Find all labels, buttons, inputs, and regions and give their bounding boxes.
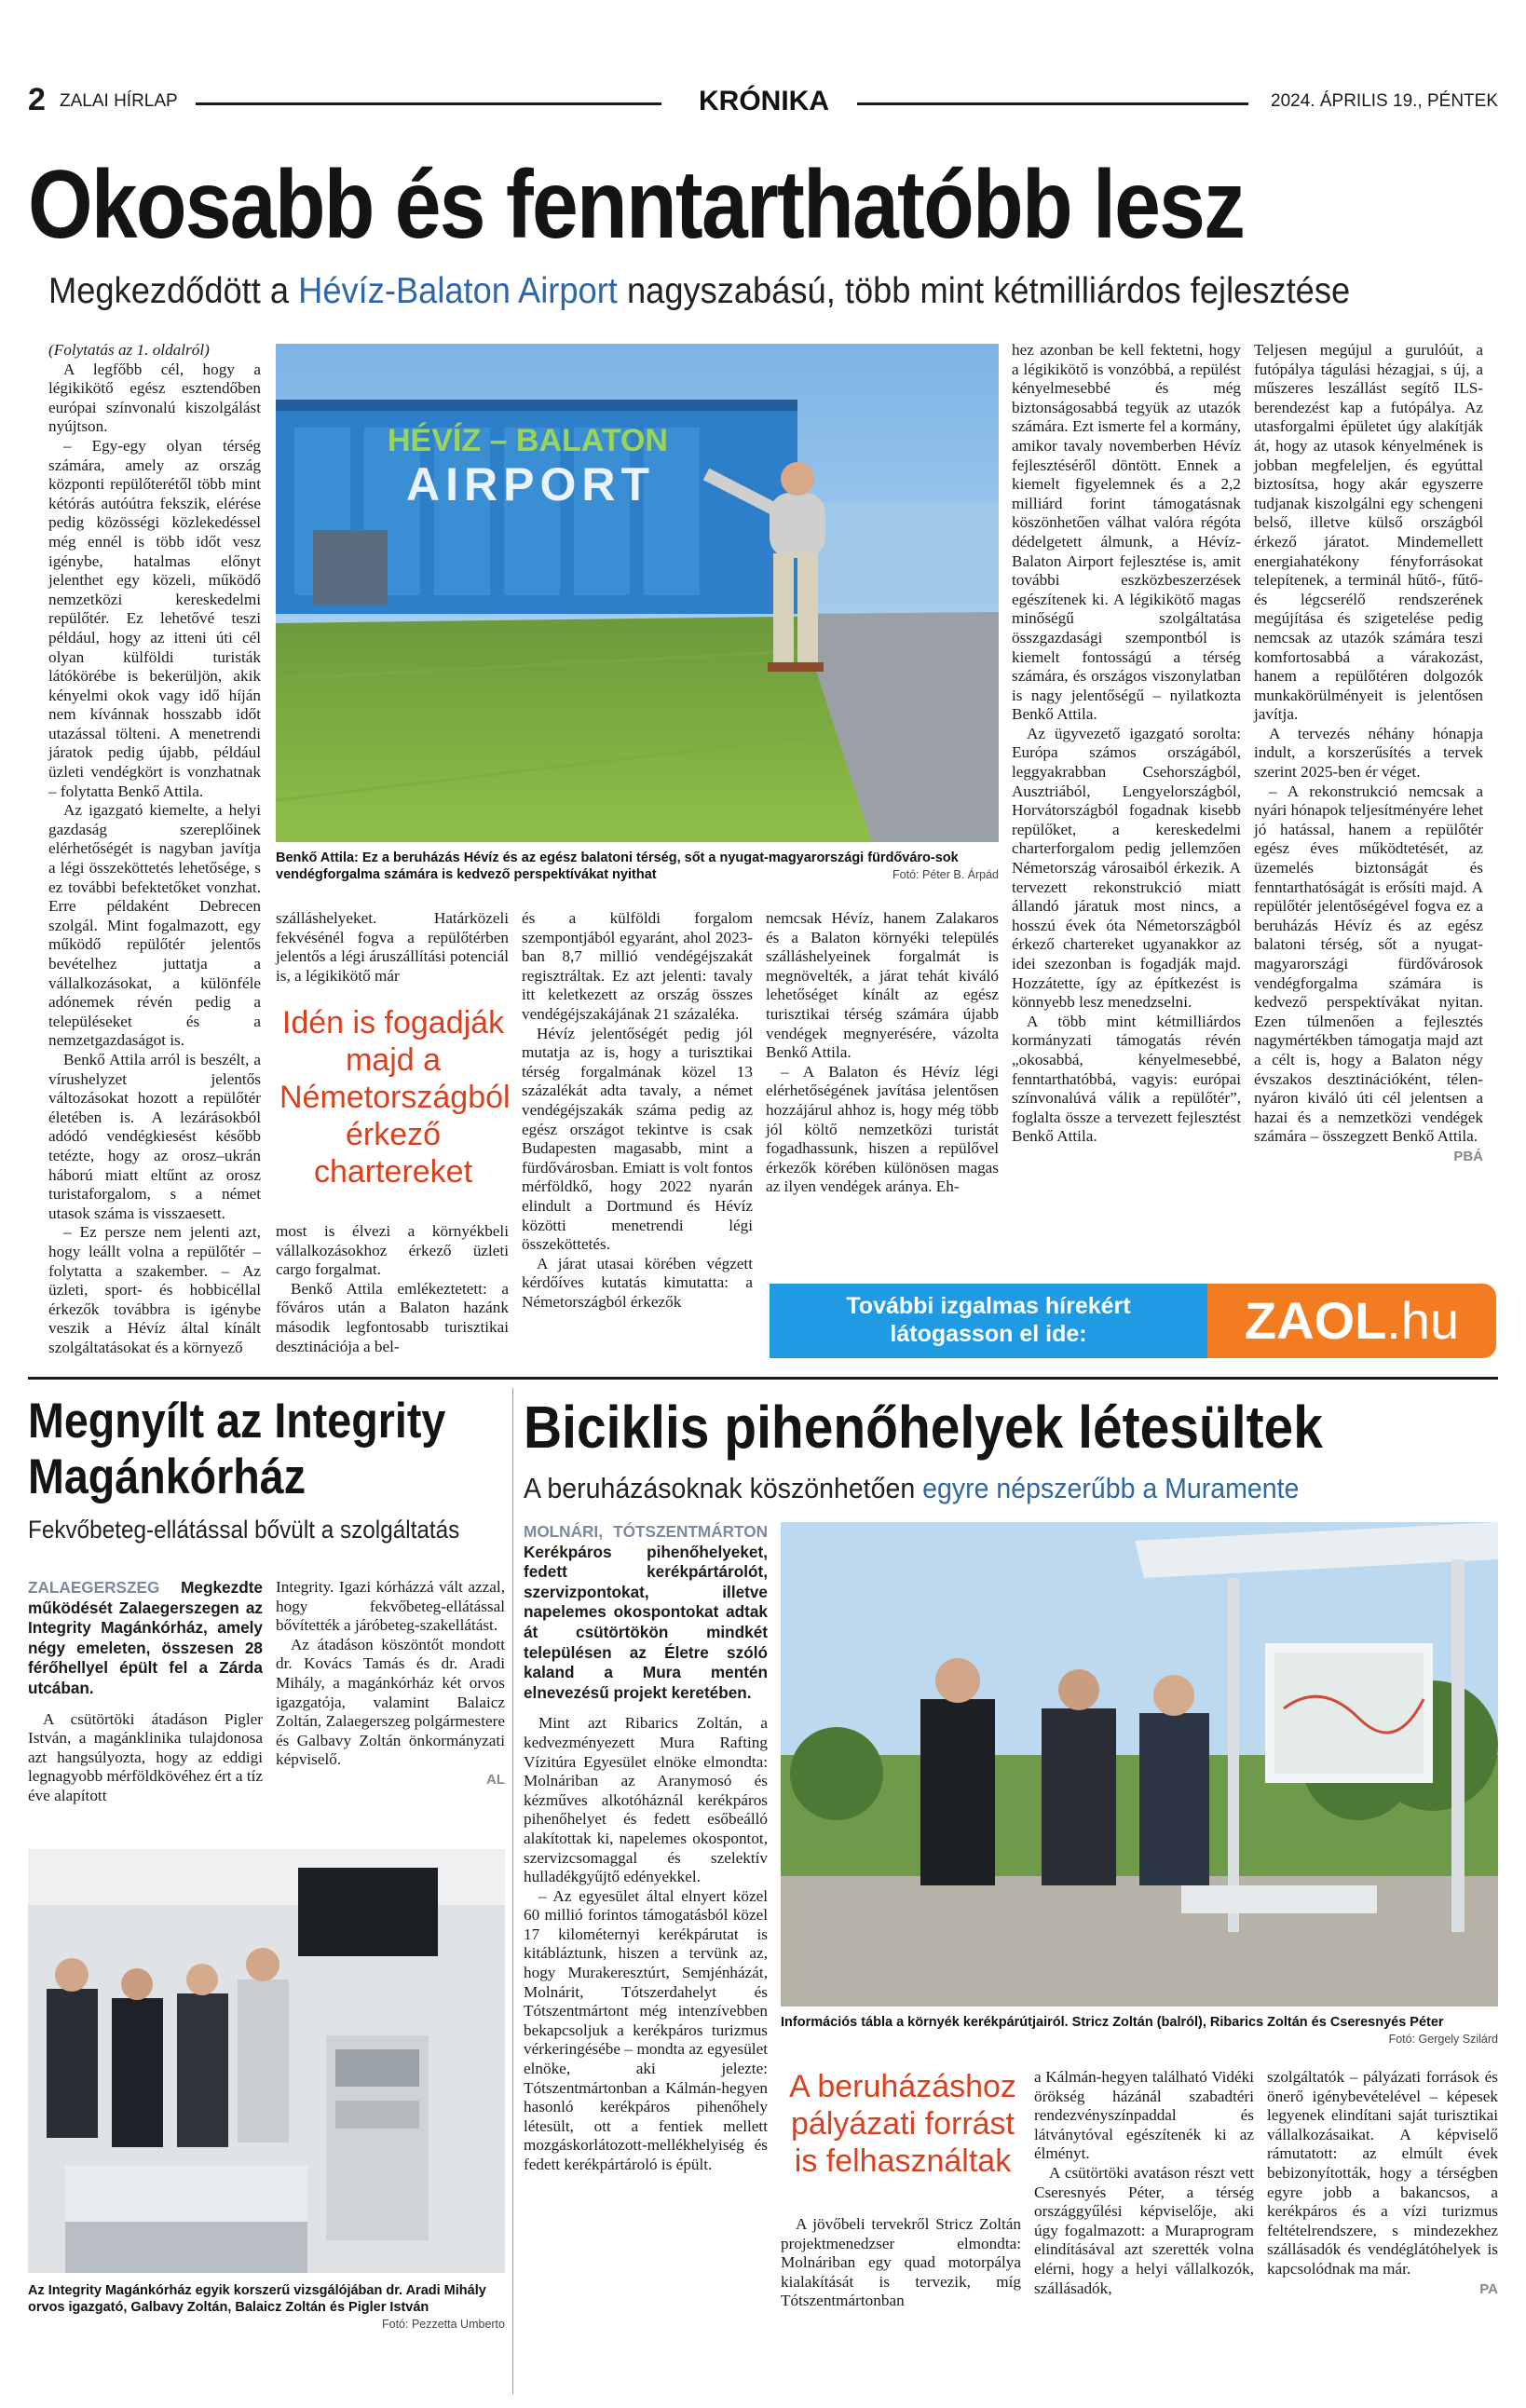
bicycle-col-1 [524, 1522, 768, 2175]
subhead-pre: A beruházásoknak köszönhetően [524, 1472, 923, 1504]
hospital-photo-illustration [28, 1849, 505, 2273]
paragraph: Benkő Attila emlékeztetett: a főváros után a Balaton hazánk második legfontosabb turisztikai desztinációja a bel- [276, 1279, 509, 1355]
bicycle-photo-illustration [781, 1522, 1498, 2007]
paragraph: – Az egyesület által elnyert közel 60 millió forintos támogatásból közel 17 kilométernyi kerékpárutat is kitábláztunk, hiszen a tervünk az, hogy Murakeresztúrt, Semjénházát, Molnárit, Tótszerdahelyt és Tótszentmártont még intenzívebben bekapcsoljuk a kerékpáros turizmus vérkeringésébe – mondta az egyesület elnöke, aki jelezte: Tótszentmártonban a Kálmán-hegyen hasonló kerékpáros pihenőhely létesült, ott a fentiek mellett mozgáskorlátozott-mellékhelyiség és fedett kerékpártároló is épült. [524, 1886, 768, 2173]
integrity-col-2 [276, 1578, 505, 1790]
brand-name: ZAOL [1244, 1291, 1387, 1350]
brand-suffix: .hu [1386, 1291, 1460, 1350]
paragraph: Teljesen megújul a gurulóút, a futópálya tágulási hézagjai, s új, a műszeres leszállást segítő ILS-berendezést kap a futópálya. Az utasforgalmi épületet úgy alakítják át, hogy az utasok kényelmének is jobban megfeleljen, és egyúttal biztosítsa, hogy akár egyszerre tudjanak kiszolgálni egy schengeni belső, illetve külső országból érkező járatot. Mindemellett energiahatékony fényforrásokat telepítenek, a terminál hűtő-, fűtő- és légcserélő rendszerének megújítása és szigetelése pedig nemcsak az utazók számára teszi komfortosabbá a várakozást, hanem a repülőtéren dolgozók munkakörülményeit is jelentősen javítja. [1254, 341, 1483, 724]
paragraph: szálláshelyeket. Határközeli fekvésénél fogva a repülőtérben jelentős a légi áruszállítási potenciál is, a légikikötő már [276, 909, 509, 985]
paragraph: A legfőbb cél, hogy a légikikötő egész esztendőben európai színvonalú kiszolgálást nyújtson. [48, 360, 261, 436]
paragraph: – Ez persze nem jelenti azt, hogy leállt volna a repülőtér – folytatta a szakember. – Az üzleti, sport- és hobbicéllal érkezők továbbra is igénybe veszik a Hévíz által kínált szolgáltatásokat és a környező [48, 1223, 261, 1356]
main-subhead [48, 270, 1350, 313]
paragraph: Integrity. Igazi kórházzá vált azzal, hogy fekvőbeteg-ellátással bővítették a járóbeteg-szakellátást. [276, 1578, 505, 1635]
header-rule-left [196, 102, 661, 105]
bicycle-subhead [524, 1472, 1299, 1505]
paragraph: A járat utasai körében végzett kérdőíves kutatás kimutatta: a Németországból érkezők [522, 1254, 753, 1311]
airport-photo-illustration [276, 344, 999, 842]
page-number: 2 [28, 82, 46, 117]
main-signature: PBÁ [1453, 1148, 1483, 1164]
page-header [28, 82, 1498, 119]
paragraph: nemcsak Hévíz, hanem Zalakaros és a Balaton környéki település szálláshelyeinek forgalmát is megnövelték, a járat tehát kiváló lehetőséget kínált az egész turisztikai térség számára újabb vendégek megnyerésére, vázolta Benkő Attila. [766, 909, 999, 1062]
sign-line-2: AIRPORT [406, 458, 655, 510]
paragraph: hez azonban be kell fektetni, hogy a légikikötő is vonzóbbá, a repülést kényelmesebbé és még biztonságosabbá tegyük az utazók számára. Ezt ismerte fel a kormány, amikor tavaly novemberben Hévíz fejlesztéséről döntött. Ennek a kiemelt figyelemnek és a 2,2 milliárd forint támogatásnak köszönhetően válhat valóra régóta dédelgetett álmunk, a Hévíz-Balaton Airport fejlesztése is, amit további eszközbeszerzések egészítenek ki. A légikikötő magas minőségű szolgáltatása összgazdasági szempontból is kiemelt fontosságú a térség számára, és országos viszonylatban is nagy jelentőségű – nyilatkozta Benkő Attila. [1012, 341, 1241, 724]
banner-line-2: látogasson el ide: [890, 1321, 1087, 1347]
main-col-1 [48, 341, 261, 1357]
caption-text: Az Integrity Magánkórház egyik korszerű vizsgálójában dr. Aradi Mihály orvos igazgató, Galbavy Zoltán, Balaicz Zoltán és Pigler István [28, 2283, 486, 2315]
main-photo-caption [276, 850, 999, 883]
photo-credit: Fotó: Gergely Szilárd [1388, 2033, 1498, 2046]
hospital-photo [28, 1849, 505, 2273]
main-col-2 [276, 909, 509, 986]
main-pull-quote: Idén is fogadják majd a Németországból érkező chartereket [279, 1005, 511, 1190]
paragraph: – Egy-egy olyan térség számára, amely az ország központi repülőterétől több mint kétórás autóútra fekszik, elérése pedig közösségi közlekedéssel még ennél is több időt vesz igénybe, hatalmas előnyt jelenthet egy közeli, működő nemzetközi kereskedelmi repülőtér. Ez lehetővé teszi például, hogy az itteni úti cél olyan külföldi turisták látókörébe is bekerüljön, akik kényelmi okok vagy idő híján nem kívánnak hosszabb időt utazással tölteni. A menetrendi járatok pedig újabb, például üzleti vendégkört is vonzhatnak – folytatta Benkő Attila. [48, 436, 261, 800]
hospital-photo-caption [28, 2282, 505, 2333]
header-rule-right [857, 102, 1248, 105]
integrity-lead: Megkezdte működését Zalaegerszegen az Integrity Magánkórház, amely négy emeleten, összesen 28 férőhellyel épült fel a Zárda utcában. [28, 1578, 263, 1697]
paragraph: A tervezés néhány hónapja indult, a korszerűsítés a tervek szerint 2025-ben ér véget. [1254, 724, 1483, 782]
subhead-pre: Megkezdődött a [48, 271, 299, 311]
zaol-banner[interactable] [770, 1284, 1496, 1358]
sign-line-1: HÉVÍZ – BALATON [388, 423, 668, 458]
paragraph: Mint azt Ribarics Zoltán, a kedvezményezett Mura Rafting Vízitúra Egyesület elnöke elmondta: Molnáriban az Aranymosó és kézműves alkotóháznál kerékpáros pihenőhelyet és fedett esőbeálló alakítottak ki, napelemes okospontot, szervizcsomaggal és szelektív hulladékgyűjtő edényekkel. [524, 1714, 768, 1886]
bicycle-signature: PA [1479, 2280, 1498, 2297]
caption-text: Benkő Attila: Ez a beruházás Hévíz és az egész balatoni térség, sőt a nyugat-magyarországi fürdőváro-sok vendégforgalma számára is kedvező perspektívákat nyithat [276, 850, 959, 882]
main-col-2b [276, 1222, 509, 1356]
main-col-6 [1254, 341, 1483, 1167]
integrity-subhead: Fekvőbeteg-ellátással bővült a szolgáltatás [28, 1516, 460, 1544]
subhead-post: nagyszabású, több mint kétmilliárdos fejlesztése [617, 271, 1351, 311]
paragraph: és a külföldi forgalom szempontjából egyaránt, ahol 2023-ban 8,7 millió vendégéjszakát regisztráltak. Ez azt jelenti: tavaly itt keletkezett az ország összes vendégéjszakájának 21 százaléka. [522, 909, 753, 1023]
paragraph: A csütörtöki avatáson részt vett Cseresnyés Péter, a térség országgyűlési képviselője, aki úgy fogalmazott: a Muraprogram elindításával azt szerették volna elérni, hogy a helyi vállalkozók, szállásadók, [1034, 2163, 1254, 2297]
bicycle-lead: Kerékpáros pihenőhelyeket, fedett kerékpártárolót, szervizpontokat, illetve napelemes okospontokat adtak át csütörtökön mindkét településen az Életre szóló kaland a Mura mentén elnevezésű projekt keretében. [524, 1542, 768, 1702]
paragraph: Az ügyvezető igazgató sorolta: Európa számos országából, leggyakrabban Csehországból, Ausztriából, Lengyelországból, Horvátországból fogadnak kisebb repülőket, a kereskedelmi charterforgalom pedig jellemzően Németország városaiból érkezik. A tervezett rekonstrukció miatt állandó járatuk most nincs, a hosszú évek óta Németországból érkező chartereket ugyanakkor az idei szezonban is fogadják majd. Hozzátette, így az építkezést is könnyebb lesz menedzselni. [1012, 724, 1241, 1012]
paragraph: most is élvezi a környékbeli vállalkozásokhoz érkező üzleti cargo forgalmat. [276, 1222, 509, 1279]
section-label: KRÓNIKA [699, 86, 829, 116]
bicycle-place: MOLNÁRI, TÓTSZENTMÁRTON [524, 1522, 768, 1541]
section-divider [28, 1377, 1498, 1380]
paragraph: Benkő Attila arról is beszélt, a vírushelyzet jelentős változásokat hozott a repülőtér életében is. A lezárásokból adódó vendégkiesést később tetézte, hogy az orosz–ukrán háború miatt eltűnt az orosz turistaforgalom, s a német utasok száma is visszaesett. [48, 1050, 261, 1222]
main-headline: Okosabb és fenntarthatóbb lesz [28, 151, 1245, 259]
paragraph: A több mint kétmilliárdos kormányzati támogatás révén „okosabbá, kényelmesebbé, fenntarthatóbbá, vagyis: európai színvonalúvá válik a repülőtér”, foglalta össze a tervezett fejlesztést Benkő Attila. [1012, 1012, 1241, 1146]
paragraph: A jövőbeli tervekről Stricz Zoltán projektmenedzser elmondta: Molnáriban egy quad motorpálya kialakítását is tervezik, míg Tótszentmártonban [781, 2215, 1021, 2310]
airport-photo [276, 344, 999, 842]
bicycle-headline: Biciklis pihenőhelyek létesültek [524, 1394, 1323, 1461]
paragraph: szolgáltatók – pályázati források és önerő igénybevételével – képesek legyenek elindítani saját turisztikai vállalkozásaikat. A képviselő rámutatott: az elmúlt évek bebizonyították, hogy a térségben egyre jobb a bakancsos, a kerékpáros és a vízi turizmus feltételrendszere, s mindezekhez szállásadók és vendéglátóhelyek is kapcsolódnak ma már. [1267, 2068, 1498, 2278]
banner-text-box [770, 1284, 1207, 1358]
bicycle-col-4 [1267, 2068, 1498, 2299]
photo-credit: Fotó: Péter B. Árpád [892, 868, 999, 881]
integrity-headline: Megnyílt az Integrity Magánkórház [28, 1394, 446, 1504]
caption-text: Információs tábla a környék kerékpárútjairól. Stricz Zoltán (balról), Ribarics Zoltán és Cseresnyés Péter [781, 2015, 1444, 2030]
subhead-highlight: Hévíz-Balaton Airport [298, 271, 618, 311]
integrity-signature: AL [486, 1771, 505, 1788]
bicycle-col-2 [781, 2215, 1021, 2311]
integrity-place: ZALAEGERSZEG [28, 1578, 160, 1597]
main-col-5 [1012, 341, 1241, 1147]
bicycle-col-3 [1034, 2068, 1254, 2298]
paragraph: – A rekonstrukció nemcsak a nyári hónapok teljesítményére lehet jó hatással, hanem a repülőtér egész éves működtetését, az üzemelés biztonságát és fenntarthatóságát is erősíti majd. A repülőtér jelentőségével fogva ez a beruházás Hévíz és az egész balatoni térség, sőt a nyugat-magyarországi fürdővárosok vendégforgalma számára is kedvező perspektívákat nyitan. Ezen túlmenően a fejlesztés nagymértékben támogatja majd azt a célt is, hogy a Balaton négy évszakos desztinációként, télen-nyáron kiváló úti cél jelentsen a hazai és a nemzetközi vendégek számára – összegzett Benkő Attila. [1254, 782, 1483, 1146]
issue-date: 2024. ÁPRILIS 19., PÉNTEK [1271, 91, 1498, 111]
bicycle-pull-quote: A beruházáshoz pályázati forrást is felhasználtak [789, 2069, 1016, 2179]
paragraph: a Kálmán-hegyen található Vidéki örökség házánál szabadtéri rendezvényszínpaddal és látványtóval egészítenék ki az élményt. [1034, 2068, 1254, 2163]
photo-credit: Fotó: Pezzetta Umberto [381, 2318, 505, 2331]
main-col-3 [522, 909, 753, 1312]
paper-name: ZALAI HÍRLAP [60, 91, 178, 111]
paragraph: Az átadáson köszöntőt mondott dr. Kovács Tamás és dr. Aradi Mihály, a magánkórház két orvos igazgatója, valamint Balaicz Zoltán, Zalaegerszeg polgármestere és Galbavy Zoltán önkormányzati képviselő. [276, 1635, 505, 1769]
integrity-col-1 [28, 1578, 263, 1806]
subhead-highlight: egyre népszerűbb a Muramente [922, 1472, 1300, 1504]
banner-line-1: További izgalmas hírekért [846, 1293, 1131, 1319]
zaol-logo[interactable] [1207, 1284, 1496, 1358]
continued-note: (Folytatás az 1. oldalról) [48, 341, 210, 359]
bicycle-photo [781, 1522, 1498, 2007]
paragraph: Az igazgató kiemelte, a helyi gazdaság szereplőinek elérhetőségét is nagyban javítja a légi összeköttetés lehetősége, s ez további befektetőket vonzhat. Erre példaként Debrecen szolgál. Mint fogalmazott, egy működő repülőtér jelentős bevételhez juttatja a vállalkozásokat, a különféle adónemek révén pedig a településeket és a nemzetgazdaságot is. [48, 801, 261, 1050]
bicycle-photo-caption [781, 2014, 1498, 2047]
main-col-4 [766, 909, 999, 1197]
paragraph: A csütörtöki átadáson Pigler István, a magánklinika tulajdonosa azt hangsúlyozta, hogy az eddigi legnagyobb mérföldkövéhez ért a tíz éve alapított [28, 1709, 263, 1804]
paragraph: Hévíz jelentőségét pedig jól mutatja az is, hogy a turisztikai térség forgalmának közel 13 százalékát adta tavaly, a német vendégéjszakák száma pedig az egész országot tekintve is csak Budapesten magasabb, mint a fürdővárosban. Emiatt is volt fontos mérföldkő, hogy 2022 nyarán elindult a Dortmund és Hévíz közötti menetrendi légi összeköttetés. [522, 1024, 753, 1254]
paragraph: – A Balaton és Hévíz légi elérhetőségének javítása jelentősen hozzájárul ahhoz is, hogy még több jól költő nemzetközi turistát fogadhassunk, hiszen a repülővel érkezők körében különösen magas az ilyen vendégek aránya. Eh- [766, 1062, 999, 1196]
